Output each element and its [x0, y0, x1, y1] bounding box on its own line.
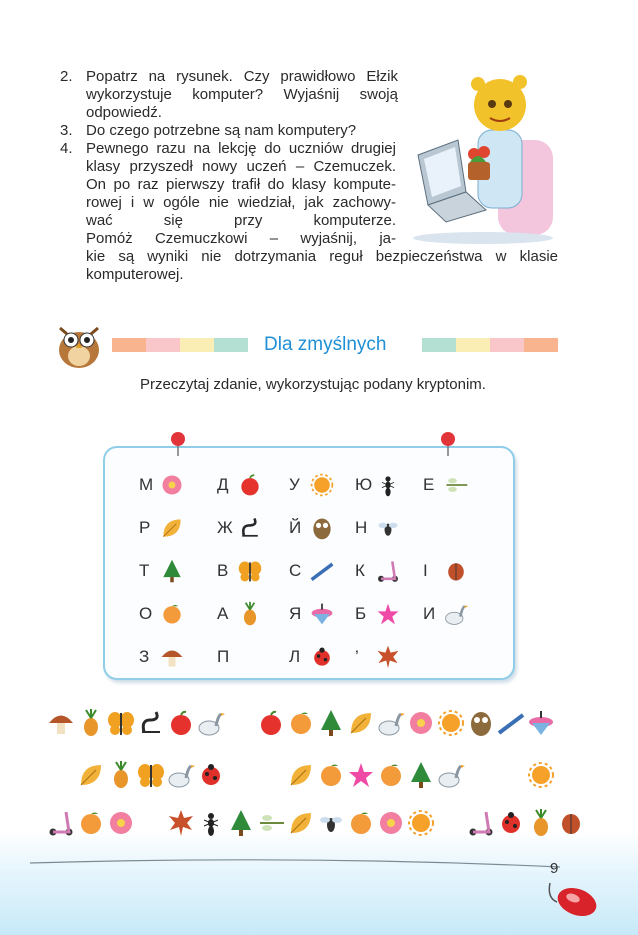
fly-icon: [375, 515, 401, 541]
question-number: 2.: [60, 68, 73, 85]
star-icon: [375, 601, 401, 627]
question-line: Do czego potrzebne są nam komputery?: [86, 122, 357, 139]
goose-icon: [443, 601, 469, 627]
beetle-icon: [443, 558, 469, 584]
key-pair: [289, 556, 335, 586]
apricot-icon: [159, 601, 185, 627]
pen-icon: [496, 706, 526, 740]
instruction-text: Przeczytaj zdanie, wykorzystując podany kryptonim.: [140, 376, 486, 393]
key-pair: [139, 599, 185, 629]
sun-icon: [406, 806, 436, 840]
key-pair: [289, 642, 335, 672]
cipher-key-box: [103, 446, 515, 680]
leaf-icon: [76, 758, 106, 792]
flower-icon: [106, 806, 136, 840]
key-letter: Я: [289, 604, 302, 623]
key-letter: О: [139, 604, 153, 623]
key-letter: М: [139, 475, 154, 494]
fly-icon: [316, 806, 346, 840]
question-line: odpowiedź.: [86, 104, 162, 121]
key-letter: Б: [355, 604, 367, 623]
key-letter: Е: [423, 475, 435, 494]
sun-icon: [309, 472, 335, 498]
key-pair: [423, 470, 469, 500]
ant-icon: [196, 806, 226, 840]
flower-icon: [406, 706, 436, 740]
star-icon: [346, 758, 376, 792]
key-letter: Л: [289, 647, 301, 666]
key-letter: Ю: [355, 475, 373, 494]
question-line: klasy przyszedł nowy uczeń – Czemuczek.: [86, 158, 396, 175]
dragonfly-icon: [443, 472, 469, 498]
key-pair: [139, 642, 185, 672]
key-pair: [355, 599, 401, 629]
key-letter: А: [217, 604, 229, 623]
leaf-icon: [286, 806, 316, 840]
pineapple-icon: [526, 806, 556, 840]
apricot-icon: [286, 706, 316, 740]
flower-icon: [376, 806, 406, 840]
key-letter: Н: [355, 518, 368, 537]
key-pair: [355, 470, 401, 500]
section-header: [50, 320, 570, 370]
scooter-icon: [375, 558, 401, 584]
key-pair: [217, 513, 263, 543]
question-number: 4.: [60, 140, 73, 157]
key-letter: У: [289, 475, 300, 494]
maple-leaf-icon: [375, 644, 401, 670]
question-line: komputerowej.: [86, 266, 184, 283]
key-pair: [139, 513, 185, 543]
key-letter: Ж: [217, 518, 233, 537]
spinning-top-icon: [526, 706, 556, 740]
key-letter: І: [423, 561, 428, 580]
question-line: kie są wyniki nie dotrzymania reguł bezpieczeństwa w klasie: [86, 248, 558, 265]
ladybug-icon: [309, 644, 335, 670]
tree-icon: [226, 806, 256, 840]
key-pair: [355, 642, 401, 672]
sun-icon: [526, 758, 556, 792]
goose-icon: [196, 706, 226, 740]
apricot-icon: [376, 758, 406, 792]
butterfly-icon: [136, 758, 166, 792]
apple-icon: [166, 706, 196, 740]
key-letter: Й: [289, 518, 302, 537]
question-line: On po raz pierwszy trafił do klasy kompute-: [86, 176, 396, 193]
goose-icon: [166, 758, 196, 792]
key-letter: П: [217, 647, 230, 666]
tree-icon: [159, 558, 185, 584]
pen-icon: [309, 558, 335, 584]
key-pair: [217, 556, 263, 586]
question-line: rowej i w ogóle nie wiedział, jak zachowy-: [86, 194, 396, 211]
key-letter: Т: [139, 561, 150, 580]
question-line: Popatrz na rysunek. Czy prawidłowo Ełzik: [86, 68, 398, 85]
beetle-icon: [556, 806, 586, 840]
boy-at-computer-illustration: [408, 70, 568, 245]
apple-icon: [237, 472, 263, 498]
key-pair: [289, 599, 335, 629]
question-line: Pomóż Czemuczkowi – wyjaśnij, ja-: [86, 230, 396, 247]
question-line: Pewnego razu na lekcję do uczniów drugiej: [86, 140, 396, 157]
flower-icon: [159, 472, 185, 498]
key-letter: Д: [217, 475, 229, 494]
leaf-icon: [346, 706, 376, 740]
dragonfly-icon: [256, 806, 286, 840]
scooter-icon: [46, 806, 76, 840]
key-pair: [355, 513, 401, 543]
decorative-curve: [0, 845, 638, 935]
apricot-icon: [346, 806, 376, 840]
key-pair: [289, 513, 335, 543]
owl-icon: [466, 706, 496, 740]
key-pair: [217, 470, 263, 500]
key-letter: И: [423, 604, 436, 623]
pineapple-icon: [76, 706, 106, 740]
pineapple-icon: [237, 601, 263, 627]
key-pair: [423, 599, 469, 629]
maple-leaf-icon: [166, 806, 196, 840]
moon-icon: [46, 758, 76, 792]
ant-icon: [375, 472, 401, 498]
page-number: 9: [550, 860, 559, 877]
key-pair: [355, 556, 401, 586]
scorpion-icon: [237, 515, 263, 541]
section-title: Dla zmyślnych: [264, 334, 387, 355]
leaf-icon: [286, 758, 316, 792]
sun-icon: [436, 706, 466, 740]
goose-icon: [436, 758, 466, 792]
mushroom-icon: [159, 644, 185, 670]
key-letter: К: [355, 561, 365, 580]
ladybug-icon: [496, 806, 526, 840]
key-pair: [217, 642, 263, 672]
key-pair: [217, 599, 263, 629]
key-letter: В: [217, 561, 229, 580]
leaf-icon: [159, 515, 185, 541]
goose-icon: [376, 706, 406, 740]
question-line: wać się przy komputerze.: [86, 212, 396, 229]
decorative-strip-right: [422, 338, 558, 352]
apricot-icon: [76, 806, 106, 840]
key-letter: ’: [355, 647, 359, 666]
moon-icon: [136, 806, 166, 840]
key-letter: З: [139, 647, 150, 666]
butterfly-icon: [237, 558, 263, 584]
question-number: 3.: [60, 122, 73, 139]
pushpin-icon: [170, 432, 186, 456]
question-line: wykorzystuje komputer? Wyjaśnij swoją: [86, 86, 398, 103]
butterfly-icon: [106, 706, 136, 740]
pushpin-icon: [440, 432, 456, 456]
owl-icon: [309, 515, 335, 541]
ladybug-icon: [196, 758, 226, 792]
tree-icon: [406, 758, 436, 792]
decorative-strip-left: [112, 338, 248, 352]
key-pair: [423, 556, 469, 586]
computer-mouse-icon: [545, 878, 605, 918]
apple-icon: [256, 706, 286, 740]
tree-icon: [316, 706, 346, 740]
key-letter: С: [289, 561, 302, 580]
apricot-icon: [316, 758, 346, 792]
moon-icon: [237, 644, 263, 670]
key-pair: [289, 470, 335, 500]
key-pair: [139, 556, 185, 586]
spinning-top-icon: [309, 601, 335, 627]
scorpion-icon: [136, 706, 166, 740]
key-pair: [139, 470, 185, 500]
pineapple-icon: [106, 758, 136, 792]
mushroom-icon: [46, 706, 76, 740]
owl-mascot-icon: [50, 320, 108, 370]
scooter-icon: [466, 806, 496, 840]
key-letter: Р: [139, 518, 151, 537]
